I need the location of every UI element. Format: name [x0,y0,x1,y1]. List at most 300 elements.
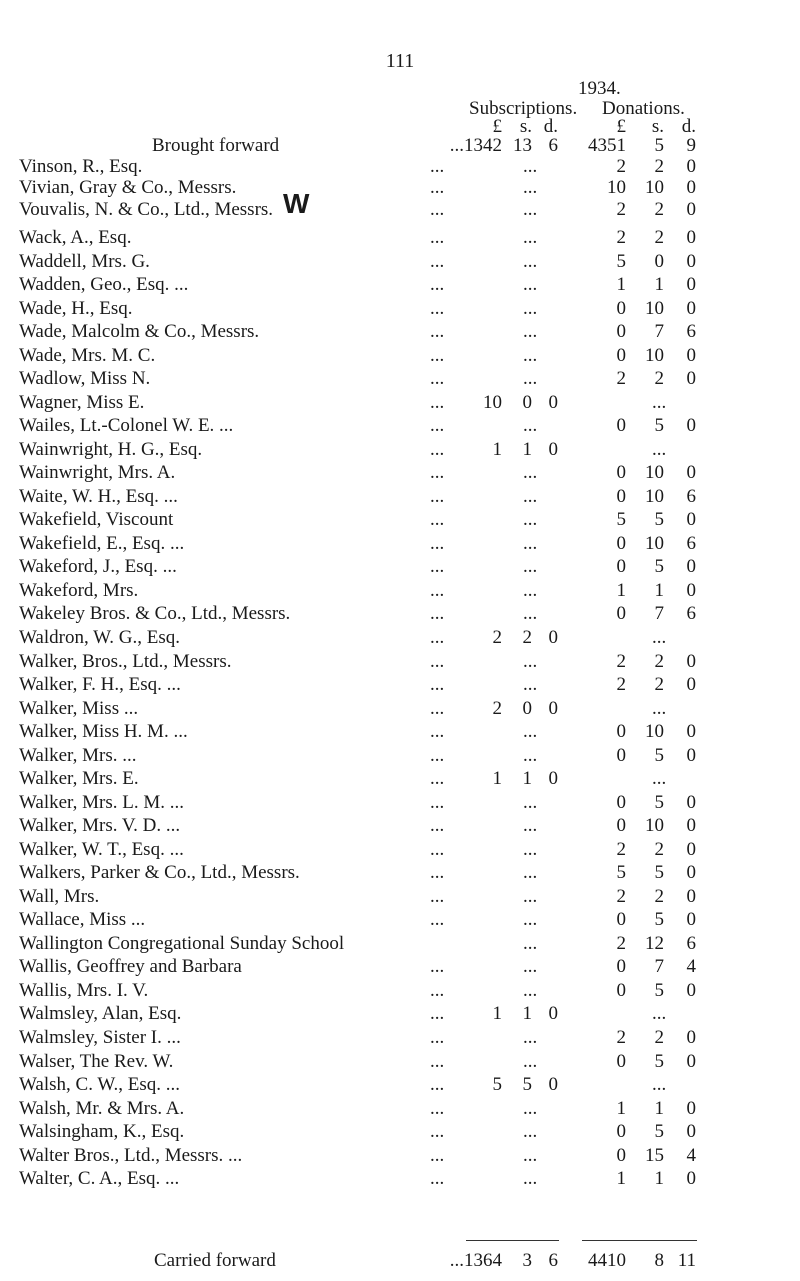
subs-pounds: 1 [492,1003,502,1025]
subs-pounds: 2 [492,627,502,648]
list-item [0,815,800,839]
don-shillings: 5 [654,791,664,813]
list-item [0,580,800,604]
subs-empty-marker: ... [523,321,538,343]
list-item [0,603,800,627]
subs-empty-marker: ... [523,1027,538,1049]
entry-name: Walker, Miss ... [19,697,139,719]
subs-empty-marker: ... [523,721,538,743]
list-item [0,227,800,251]
don-pounds: 2 [616,1027,626,1049]
subs-pence: 0 [548,768,558,790]
brought-forward-subs-pence: 6 [548,135,558,156]
don-pounds: 0 [616,979,626,1001]
dot-leader: ... [430,768,445,790]
dot-leader: ... [430,744,445,766]
don-pence: 6 [686,485,696,507]
don-pounds: 0 [616,556,626,578]
don-shillings: 5 [654,1050,664,1072]
list-item [0,1098,800,1122]
don-pounds: 1 [616,1097,626,1119]
subs-shillings: 1 [522,768,532,790]
brought-forward-don-shillings: 5 [654,135,664,156]
don-pounds: 0 [616,1144,626,1166]
don-shillings: 15 [645,1144,664,1166]
don-pence: 4 [686,1144,696,1166]
list-item [0,274,800,298]
don-shillings: 5 [654,979,664,1001]
list-item [0,368,800,392]
brought-forward-don-pounds: 4351 [588,135,626,156]
carried-forward-row [0,1250,800,1274]
don-pence: 0 [686,250,696,272]
entry-name: Walser, The Rev. W. [19,1050,174,1072]
list-item [0,556,800,580]
don-pence-unit: d. [681,116,696,137]
list-item [0,674,800,698]
carried-forward-subs-shillings: 3 [522,1250,532,1271]
dot-leader: ... [430,1144,445,1166]
brought-forward-subs-shillings: 13 [513,135,532,156]
don-shillings: 5 [654,909,664,931]
list-item [0,486,800,510]
entry-name: Wade, Mrs. M. C. [19,344,156,366]
don-pounds: 0 [616,603,626,625]
don-pounds: 0 [616,485,626,507]
carried-forward-label: Carried forward [154,1250,276,1271]
subs-empty-marker: ... [523,509,538,531]
list-item [0,1121,800,1145]
don-pounds: 0 [616,721,626,743]
entry-name: Wallis, Mrs. I. V. [19,979,149,1001]
subs-empty-marker: ... [523,1050,538,1072]
subs-empty-marker: ... [523,344,538,366]
subs-empty-marker: ... [523,415,538,437]
entry-name: Walter, C. A., Esq. ... [19,1168,180,1190]
subs-empty-marker: ... [523,532,538,554]
brought-forward-subs-pounds: ...1342 [449,135,502,156]
list-item [0,745,800,769]
dot-leader: ... [430,1003,445,1025]
list-item [0,321,800,345]
subs-empty-marker: ... [523,156,538,177]
year-heading: 1934. [578,78,621,99]
don-pounds: 0 [616,744,626,766]
don-pence: 0 [686,862,696,884]
list-item [0,1027,800,1051]
entry-name: Waldron, W. G., Esq. [19,627,181,648]
dot-leader: ... [430,321,445,343]
don-shillings: 5 [654,744,664,766]
don-shillings: 7 [654,956,664,978]
list-item [0,862,800,886]
dot-leader: ... [430,556,445,578]
don-pence: 0 [686,1050,696,1072]
dot-leader: ... [430,1027,445,1049]
don-shillings: 2 [654,838,664,860]
don-shillings: 2 [654,885,664,907]
list-item [0,956,800,980]
subs-empty-marker: ... [523,885,538,907]
dot-leader: ... [430,485,445,507]
subs-pence: 0 [548,391,558,413]
don-pence: 0 [686,791,696,813]
don-pence: 0 [686,979,696,1001]
list-item [0,721,800,745]
list-item [0,792,800,816]
dot-leader: ... [430,791,445,813]
don-shillings: 5 [654,509,664,531]
entry-name: Wall, Mrs. [19,885,100,907]
subs-empty-marker: ... [523,909,538,931]
dot-leader: ... [430,862,445,884]
donations-heading: Donations. [602,98,685,119]
subs-empty-marker: ... [523,462,538,484]
don-pence: 0 [686,909,696,931]
subs-pence: 0 [548,438,558,460]
don-pence: 0 [686,227,696,248]
subs-empty-marker: ... [523,932,538,954]
don-pence: 6 [686,603,696,625]
list-item [0,886,800,910]
subs-empty-marker: ... [523,791,538,813]
dot-leader: ... [430,956,445,978]
don-shillings: 10 [645,815,664,837]
don-shillings: 1 [654,274,664,296]
subs-total-rule [466,1240,559,1241]
subs-empty-marker: ... [523,838,538,860]
list-item [0,298,800,322]
list-item [0,251,800,275]
dot-leader: ... [430,1168,445,1190]
don-pence: 6 [686,532,696,554]
subs-empty-marker: ... [523,485,538,507]
subs-shillings: 1 [522,438,532,460]
don-pounds: 2 [616,227,626,248]
don-pence: 0 [686,415,696,437]
entry-name: Walker, Mrs. L. M. ... [19,791,184,813]
subs-empty-marker: ... [523,368,538,390]
brought-forward-label: Brought forward [152,135,280,156]
don-pounds: 0 [616,1121,626,1143]
don-pounds: 10 [607,177,626,199]
don-shillings: 5 [654,415,664,437]
subs-empty-marker: ... [523,250,538,272]
list-item [0,533,800,557]
don-pence: 0 [686,1097,696,1119]
entry-name: Wakeford, J., Esq. ... [19,556,177,578]
entry-name: Wainwright, Mrs. A. [19,462,176,484]
dot-leader: ... [430,579,445,601]
dot-leader: ... [430,156,445,177]
don-pence: 0 [686,885,696,907]
don-empty-marker: ... [652,1074,667,1096]
subs-shillings: 0 [522,697,532,719]
dot-leader: ... [430,344,445,366]
don-shillings: 10 [645,485,664,507]
entry-name: Wakeley Bros. & Co., Ltd., Messrs. [19,603,291,625]
dot-leader: ... [430,509,445,531]
list-item [0,345,800,369]
don-pence: 0 [686,509,696,531]
list-item [0,627,800,651]
subs-empty-marker: ... [523,227,538,248]
don-pence: 0 [686,838,696,860]
don-pounds: 0 [616,297,626,319]
subs-shillings: 2 [522,627,532,648]
dot-leader: ... [430,532,445,554]
dot-leader: ... [430,177,445,199]
subs-empty-marker: ... [523,1097,538,1119]
don-pounds: 2 [616,198,626,220]
subs-pounds: 1 [492,438,502,460]
dot-leader: ... [430,1074,445,1096]
don-pounds: 2 [616,838,626,860]
don-shillings: 1 [654,579,664,601]
list-item [0,509,800,533]
don-shillings: 10 [645,297,664,319]
don-pounds: 0 [616,532,626,554]
list-item [0,1168,800,1192]
don-pounds: 0 [616,1050,626,1072]
don-shillings: 7 [654,603,664,625]
section-letter: W [283,188,310,219]
entry-name: Vouvalis, N. & Co., Ltd., Messrs. [19,198,274,220]
dot-leader: ... [430,438,445,460]
list-item [0,1074,800,1098]
entry-name: Walker, Bros., Ltd., Messrs. [19,650,232,672]
subs-empty-marker: ... [523,177,538,199]
carried-forward-subs-pence: 6 [548,1250,558,1271]
dot-leader: ... [430,909,445,931]
don-empty-marker: ... [652,391,667,413]
don-pounds: 0 [616,791,626,813]
subs-empty-marker: ... [523,1144,538,1166]
list-item [0,768,800,792]
subs-pence: 0 [548,627,558,648]
list-item [0,1003,800,1027]
subs-pence: 0 [548,1074,558,1096]
list-item [0,439,800,463]
carried-forward-don-pounds: 4410 [588,1250,626,1271]
dot-leader: ... [430,1097,445,1119]
dot-leader: ... [430,462,445,484]
entry-name: Wailes, Lt.-Colonel W. E. ... [19,415,234,437]
subs-empty-marker: ... [523,1121,538,1143]
dot-leader: ... [430,815,445,837]
don-pence: 0 [686,650,696,672]
don-pence: 0 [686,1027,696,1049]
dot-leader: ... [430,297,445,319]
entry-name: Walmsley, Alan, Esq. [19,1003,182,1025]
don-pence: 6 [686,321,696,343]
subs-shillings: 0 [522,391,532,413]
don-shillings: 2 [654,156,664,177]
don-pounds: 1 [616,274,626,296]
don-shillings: 10 [645,177,664,199]
subs-empty-marker: ... [523,1168,538,1190]
list-item [0,933,800,957]
entry-name: Wack, A., Esq. [19,227,132,248]
dot-leader: ... [430,368,445,390]
don-pounds: 0 [616,321,626,343]
don-pence: 0 [686,368,696,390]
don-shillings: 0 [654,250,664,272]
entry-name: Wadden, Geo., Esq. ... [19,274,189,296]
dot-leader: ... [430,885,445,907]
dot-leader: ... [430,391,445,413]
entry-name: Walkers, Parker & Co., Ltd., Messrs. [19,862,300,884]
don-shillings: 1 [654,1097,664,1119]
don-pence: 4 [686,956,696,978]
subs-shillings: 5 [522,1074,532,1096]
don-pound-unit: £ [616,116,626,137]
entry-name: Walker, F. H., Esq. ... [19,674,181,696]
don-empty-marker: ... [652,1003,667,1025]
don-pounds: 0 [616,462,626,484]
dot-leader: ... [430,274,445,296]
don-pounds: 2 [616,674,626,696]
entry-name: Vinson, R., Esq. [19,156,143,177]
don-shillings: 10 [645,532,664,554]
dot-leader: ... [430,250,445,272]
entry-name: Wainwright, H. G., Esq. [19,438,203,460]
entry-name: Walker, W. T., Esq. ... [19,838,184,860]
list-item [0,415,800,439]
list-item [0,1145,800,1169]
don-shillings: 2 [654,650,664,672]
don-pence: 0 [686,1168,696,1190]
carried-forward-don-pence: 11 [677,1250,696,1271]
don-pence: 0 [686,297,696,319]
don-empty-marker: ... [652,438,667,460]
don-shillings: 1 [654,1168,664,1190]
subs-pence: 0 [548,697,558,719]
don-pounds: 0 [616,956,626,978]
don-pence: 6 [686,932,696,954]
don-pence: 0 [686,579,696,601]
don-shillings: 2 [654,1027,664,1049]
subs-empty-marker: ... [523,297,538,319]
don-empty-marker: ... [652,697,667,719]
don-pounds: 5 [616,250,626,272]
don-shillings: 2 [654,227,664,248]
subs-pounds: 1 [492,768,502,790]
subs-pounds: 5 [492,1074,502,1096]
don-pounds: 2 [616,368,626,390]
don-shillings: 10 [645,721,664,743]
subs-empty-marker: ... [523,979,538,1001]
dot-leader: ... [430,198,445,220]
dot-leader: ... [430,674,445,696]
don-pence: 0 [686,177,696,199]
don-shillings: 5 [654,556,664,578]
don-pounds: 2 [616,156,626,177]
don-pounds: 1 [616,579,626,601]
subs-shilling-unit: s. [519,116,532,137]
don-pounds: 1 [616,1168,626,1190]
list-item [0,980,800,1004]
entry-name: Wallace, Miss ... [19,909,146,931]
entry-name: Vivian, Gray & Co., Messrs. [19,177,237,199]
don-pence: 0 [686,344,696,366]
list-item [0,839,800,863]
subs-empty-marker: ... [523,650,538,672]
don-shillings: 2 [654,198,664,220]
don-pence: 0 [686,721,696,743]
entry-name: Wakefield, Viscount [19,509,174,531]
entry-name: Walsh, Mr. & Mrs. A. [19,1097,185,1119]
entry-name: Walter Bros., Ltd., Messrs. ... [19,1144,243,1166]
entry-name: Wade, H., Esq. [19,297,133,319]
subs-empty-marker: ... [523,956,538,978]
don-pence: 0 [686,462,696,484]
don-pence: 0 [686,556,696,578]
subs-shillings: 1 [522,1003,532,1025]
dot-leader: ... [430,603,445,625]
entry-name: Walsingham, K., Esq. [19,1121,185,1143]
don-pence: 0 [686,674,696,696]
don-shilling-unit: s. [651,116,664,137]
don-pounds: 2 [616,650,626,672]
don-empty-marker: ... [652,627,667,648]
entry-name: Wallington Congregational Sunday School [19,932,345,954]
entry-name: Wadlow, Miss N. [19,368,151,390]
don-pence: 0 [686,274,696,296]
don-shillings: 12 [645,932,664,954]
entry-name: Walsh, C. W., Esq. ... [19,1074,181,1096]
entry-name: Walker, Mrs. ... [19,744,137,766]
list-item [0,462,800,486]
subs-empty-marker: ... [523,603,538,625]
entry-name: Wakefield, E., Esq. ... [19,532,185,554]
don-pounds: 0 [616,344,626,366]
don-pounds: 2 [616,885,626,907]
entry-name: Waite, W. H., Esq. ... [19,485,178,507]
dot-leader: ... [430,721,445,743]
subs-empty-marker: ... [523,744,538,766]
page-number: 111 [385,50,415,72]
don-shillings: 10 [645,344,664,366]
entry-name: Walker, Mrs. E. [19,768,139,790]
don-pence: 0 [686,156,696,177]
brought-forward-don-pence: 9 [686,135,696,156]
carried-forward-don-shillings: 8 [654,1250,664,1271]
don-pence: 0 [686,198,696,220]
list-item [0,909,800,933]
don-shillings: 2 [654,368,664,390]
don-total-rule [582,1240,697,1241]
carried-forward-subs-pounds: ...1364 [449,1250,502,1271]
dot-leader: ... [430,650,445,672]
don-pence: 0 [686,815,696,837]
subs-pence-unit: d. [543,116,558,137]
subs-pound-unit: £ [492,116,502,137]
dot-leader: ... [430,979,445,1001]
dot-leader: ... [430,1050,445,1072]
dot-leader: ... [430,697,445,719]
entry-name: Wagner, Miss E. [19,391,145,413]
subs-empty-marker: ... [523,556,538,578]
entry-name: Wakeford, Mrs. [19,579,139,601]
don-pounds: 0 [616,415,626,437]
don-pounds: 0 [616,909,626,931]
entry-name: Wallis, Geoffrey and Barbara [19,956,242,978]
list-item [0,698,800,722]
dot-leader: ... [430,1121,445,1143]
subs-pence: 0 [548,1003,558,1025]
entry-name: Walker, Mrs. V. D. ... [19,815,181,837]
